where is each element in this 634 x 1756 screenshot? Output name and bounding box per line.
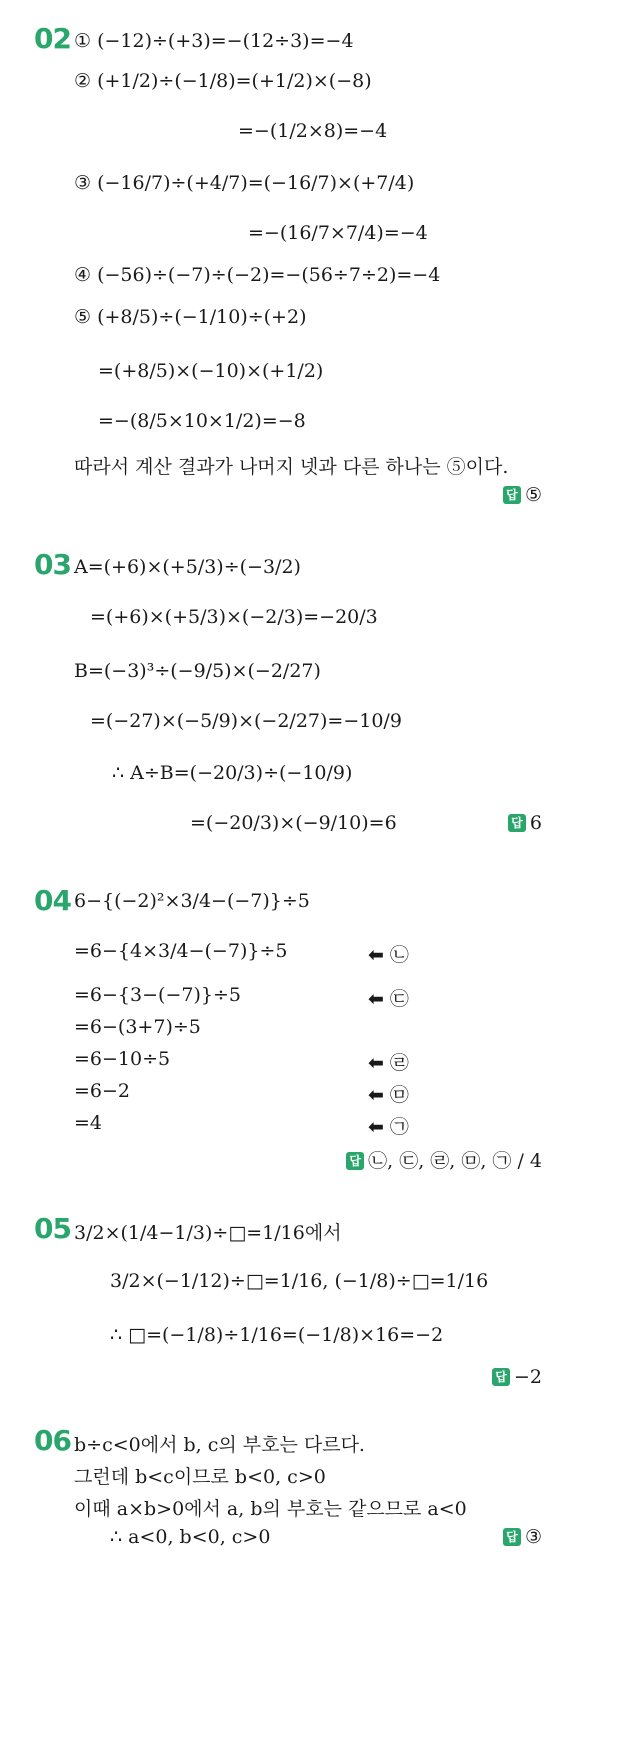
solution-line: ∴ □=(−1/8)÷1/16=(−1/8)×16=−2 [110,1324,444,1346]
step-marker: ⬅ ㉣ [368,1052,409,1074]
solution-line: 이때 a×b>0에서 a, b의 부호는 같으므로 a<0 [74,1498,467,1520]
answer [503,1526,542,1548]
solution-line: 6−{(−2)²×3/4−(−7)}÷5 [74,890,310,912]
left-arrow-icon: ⬅ [368,1084,384,1106]
solution-line: =(−27)×(−5/9)×(−2/27)=−10/9 [90,710,402,732]
solution-line: ∴ A÷B=(−20/3)÷(−10/9) [112,762,353,784]
left-arrow-icon: ⬅ [368,1116,384,1138]
step-marker: ⬅ ㉤ [368,1084,409,1106]
solution-line: ④ (−56)÷(−7)÷(−2)=−(56÷7÷2)=−4 [74,264,441,286]
solution-line: =6−2 [74,1080,131,1102]
answer-badge: 답 [346,1152,364,1170]
problem-number-05: 05 [34,1212,71,1245]
step-marker: ⬅ ㉢ [368,988,409,1010]
answer-badge: 답 [492,1368,510,1386]
answer [508,812,542,834]
solution-line: =(+8/5)×(−10)×(+1/2) [98,360,324,382]
solution-line: =(−20/3)×(−9/10)=6 [190,812,397,834]
step-marker: ⬅ ㉡ [368,944,409,966]
solution-line: ③ (−16/7)÷(+4/7)=(−16/7)×(+7/4) [74,172,415,194]
answer-value: ⑤ [524,484,542,506]
solution-line: =4 [74,1112,103,1134]
solution-line: ∴ a<0, b<0, c>0 [110,1526,271,1548]
answer [346,1146,542,1173]
answer-badge: 답 [508,814,526,832]
solution-line: B=(−3)³÷(−9/5)×(−2/27) [74,660,321,682]
problem-number-02: 02 [34,22,71,55]
solution-line: =−(16/7×7/4)=−4 [248,222,428,244]
left-arrow-icon: ⬅ [368,1052,384,1074]
problem-number-06: 06 [34,1424,71,1457]
solution-line: =6−(3+7)÷5 [74,1016,201,1038]
solution-line: =−(8/5×10×1/2)=−8 [98,410,306,432]
answer-badge: 답 [503,1528,521,1546]
solution-line: =6−{4×3/4−(−7)}÷5 [74,940,288,962]
conclusion-text: 따라서 계산 결과가 나머지 넷과 다른 하나는 ⑤이다. [74,456,509,478]
answer-badge: 답 [503,486,521,504]
answer-value: −2 [513,1366,542,1388]
solution-line: ② (+1/2)÷(−1/8)=(+1/2)×(−8) [74,70,372,92]
answer-value: ③ [524,1526,542,1548]
solution-line: ⑤ (+8/5)÷(−1/10)÷(+2) [74,306,307,328]
left-arrow-icon: ⬅ [368,988,384,1010]
answer-value: ㉡, ㉢, ㉣, ㉤, ㉠ / 4 [368,1150,542,1172]
answer [503,484,542,506]
solution-line: =−(1/2×8)=−4 [238,120,388,142]
answer-value: 6 [529,812,542,834]
solution-line: b÷c<0에서 b, c의 부호는 다르다. [74,1434,365,1456]
solution-line: ① (−12)÷(+3)=−(12÷3)=−4 [74,30,354,52]
solution-line: A=(+6)×(+5/3)÷(−3/2) [74,556,301,578]
solution-line: =6−{3−(−7)}÷5 [74,984,241,1006]
problem-number-03: 03 [34,548,71,581]
step-marker: ⬅ ㉠ [368,1116,409,1138]
answer [492,1366,542,1388]
solution-line: =6−10÷5 [74,1048,171,1070]
left-arrow-icon: ⬅ [368,944,384,966]
solution-line: 그런데 b<c이므로 b<0, c>0 [74,1466,326,1488]
solution-line: =(+6)×(+5/3)×(−2/3)=−20/3 [90,606,378,628]
solution-line: 3/2×(−1/12)÷□=1/16, (−1/8)÷□=1/16 [110,1270,489,1292]
problem-number-04: 04 [34,884,71,917]
solution-line: 3/2×(1/4−1/3)÷□=1/16에서 [74,1222,342,1244]
